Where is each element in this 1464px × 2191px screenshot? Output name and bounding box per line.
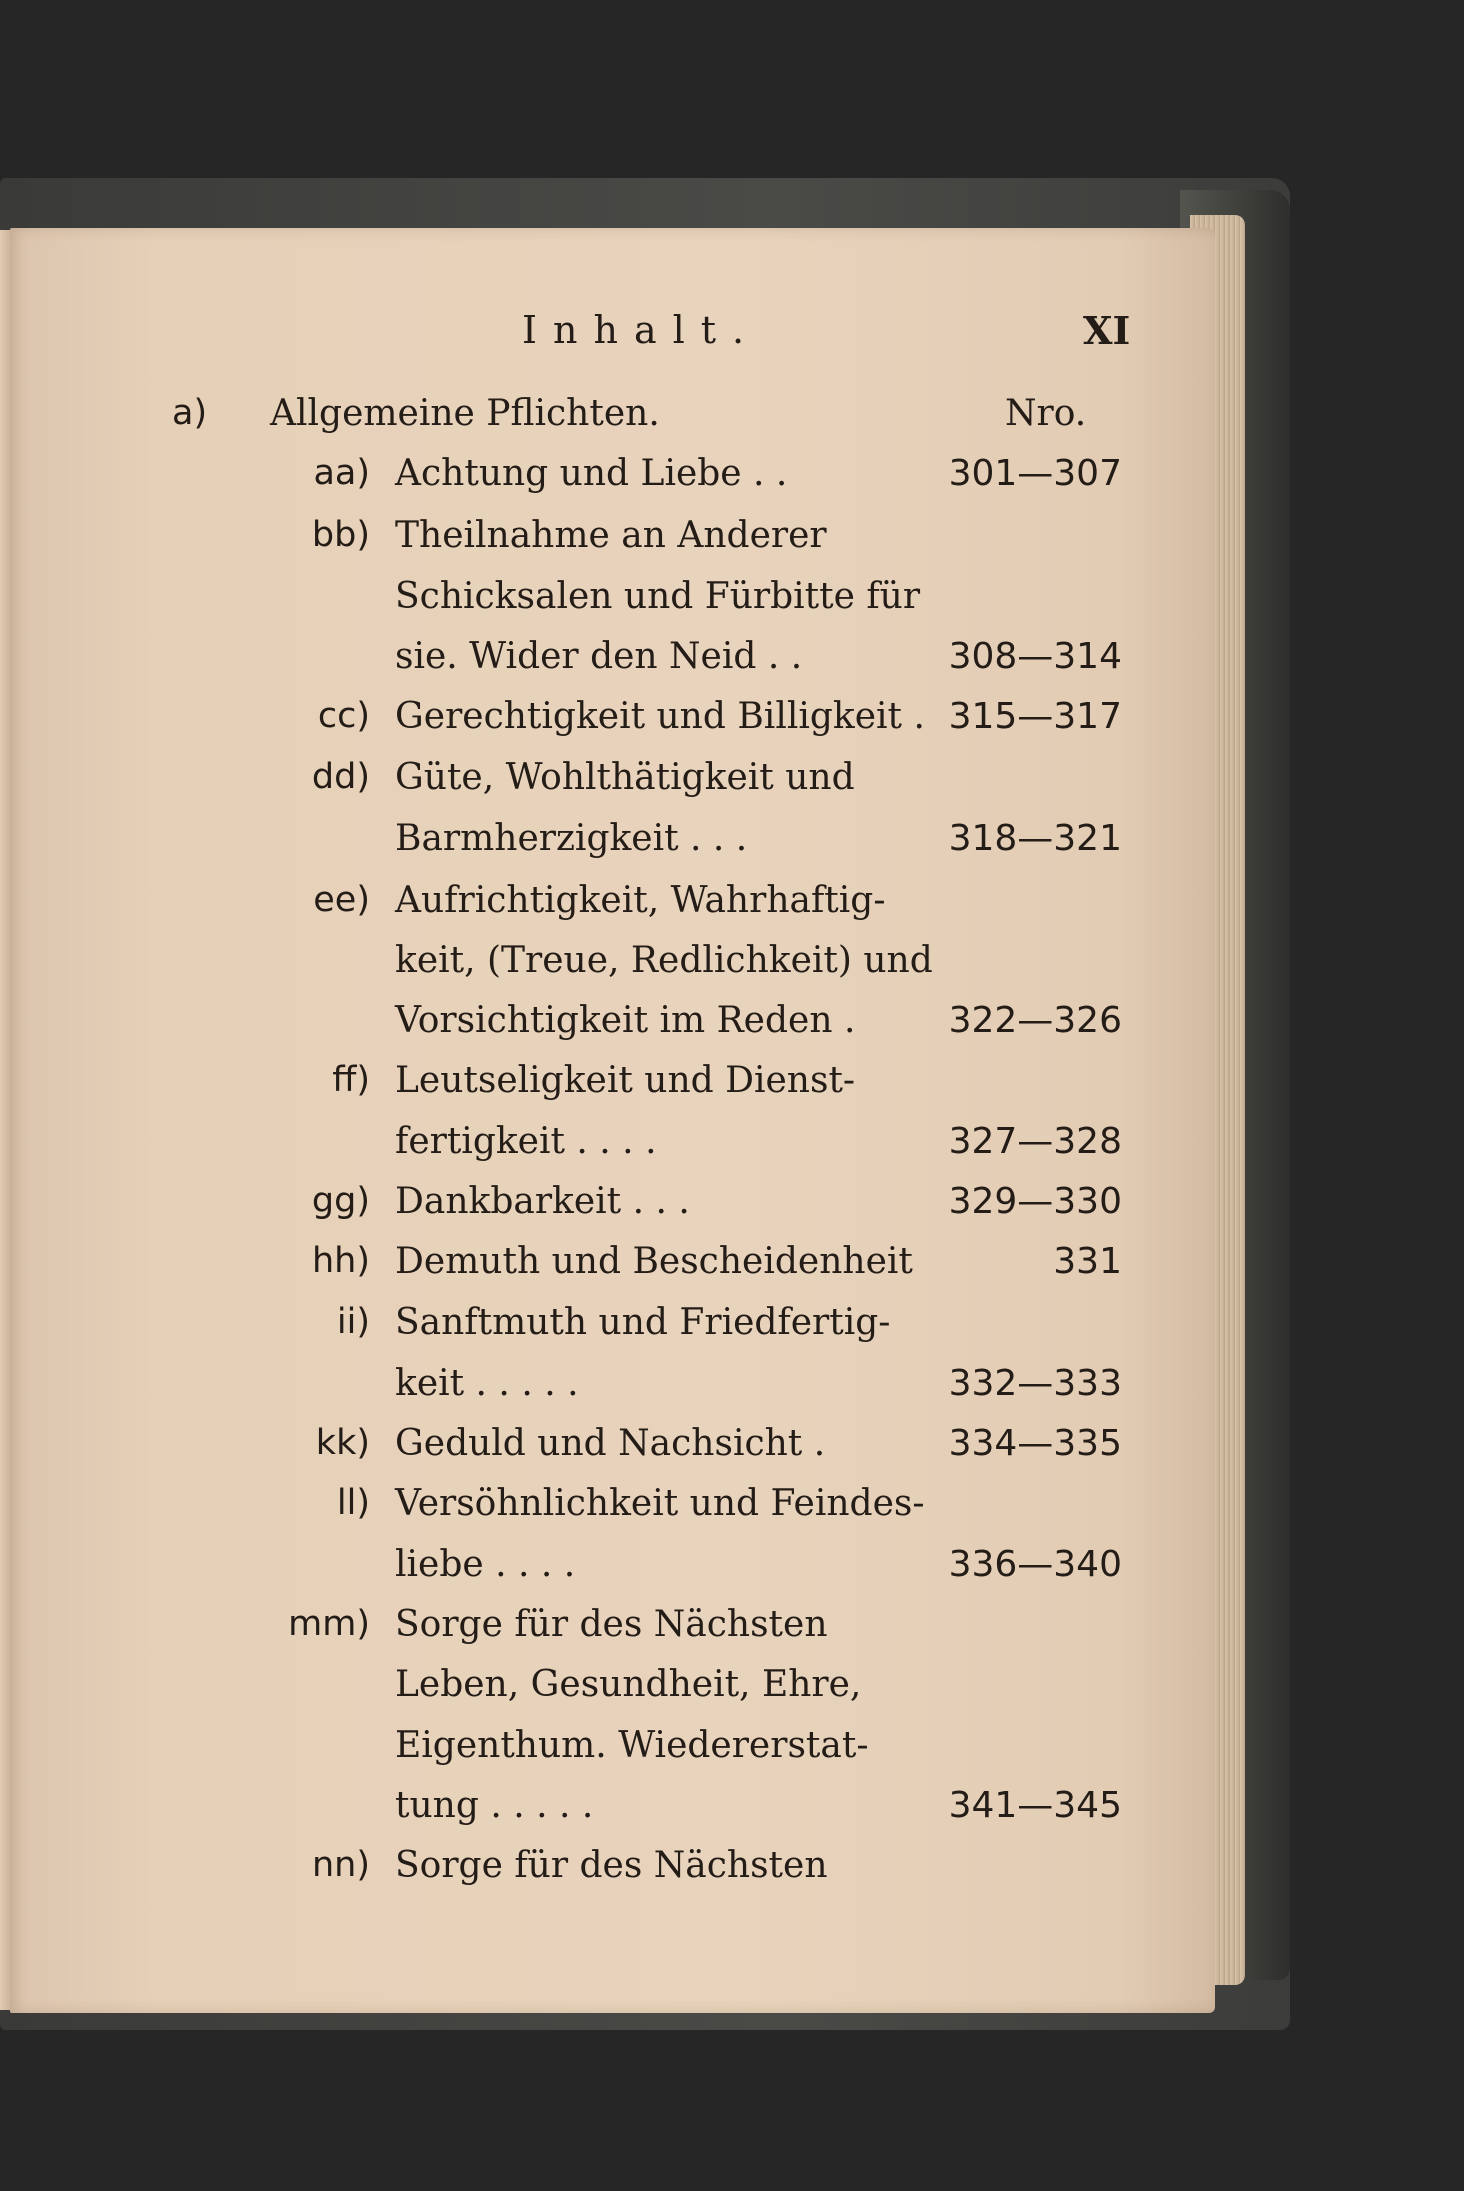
entry-range: 336—340 [948,1544,1122,1585]
entry-range: 329—330 [948,1181,1122,1222]
entry-label: ff) [332,1060,370,1100]
entry-range: 334—335 [948,1423,1122,1464]
entry-line: Vorsichtigkeit im Reden . [395,1000,856,1041]
entry-label: mm) [288,1604,370,1644]
entry-line: Gerechtigkeit und Billigkeit . [395,696,925,737]
entry-label: ee) [313,880,370,920]
entry-line: Schicksalen und Fürbitte für [395,576,921,617]
entry-range: 327—328 [948,1121,1122,1162]
entry-label: dd) [311,757,370,797]
entry-line: Versöhnlichkeit und Feindes- [395,1483,925,1524]
page-number: XI [1083,308,1131,353]
entry-line: keit . . . . . [395,1363,579,1404]
entry-label: aa) [313,453,370,493]
entry-range: 301—307 [948,453,1122,494]
entry-line: Geduld und Nachsicht . [395,1423,826,1464]
column-heading: Nro. [1005,393,1087,434]
entry-range: 331 [1053,1241,1122,1282]
entry-line: Güte, Wohlthätigkeit und [395,757,855,798]
entry-label: gg) [311,1181,370,1221]
entry-line: Sanftmuth und Friedfertig- [395,1302,891,1343]
running-header: Inhalt. [522,308,761,352]
entry-line: tung . . . . . [395,1785,594,1826]
entry-label: bb) [311,515,370,555]
entry-range: 332—333 [948,1363,1122,1404]
entry-line: Leben, Gesundheit, Ehre, [395,1664,862,1705]
entry-range: 308—314 [948,636,1122,677]
entry-range: 341—345 [948,1785,1122,1826]
entry-line: Sorge für des Nächsten [395,1845,828,1886]
entry-label: ll) [336,1483,370,1523]
entry-label: nn) [311,1845,370,1885]
entry-line: Eigenthum. Wiedererstat- [395,1725,869,1766]
section-title: Allgemeine Pflichten. [270,393,660,434]
entry-line: Theilnahme an Anderer [395,515,827,556]
entry-label: kk) [315,1423,370,1463]
entry-line: Dankbarkeit . . . [395,1181,690,1222]
section-label: a) [172,393,208,433]
entry-line: Leutseligkeit und Dienst- [395,1060,856,1101]
entry-range: 322—326 [948,1000,1122,1041]
entry-line: Barmherzigkeit . . . [395,818,748,859]
entry-line: Sorge für des Nächsten [395,1604,828,1645]
entry-range: 315—317 [948,696,1122,737]
entry-line: liebe . . . . [395,1544,576,1585]
entry-line: Achtung und Liebe . . [395,453,788,494]
entry-label: cc) [317,696,370,736]
entry-line: Aufrichtigkeit, Wahrhaftig- [395,880,886,921]
entry-line: fertigkeit . . . . [395,1121,657,1162]
entry-line: sie. Wider den Neid . . [395,636,803,677]
entry-label: hh) [311,1241,370,1281]
entry-label: ii) [336,1302,370,1342]
entry-line: keit, (Treue, Redlichkeit) und [395,940,933,981]
entry-range: 318—321 [948,818,1122,859]
entry-line: Demuth und Bescheidenheit [395,1241,913,1282]
